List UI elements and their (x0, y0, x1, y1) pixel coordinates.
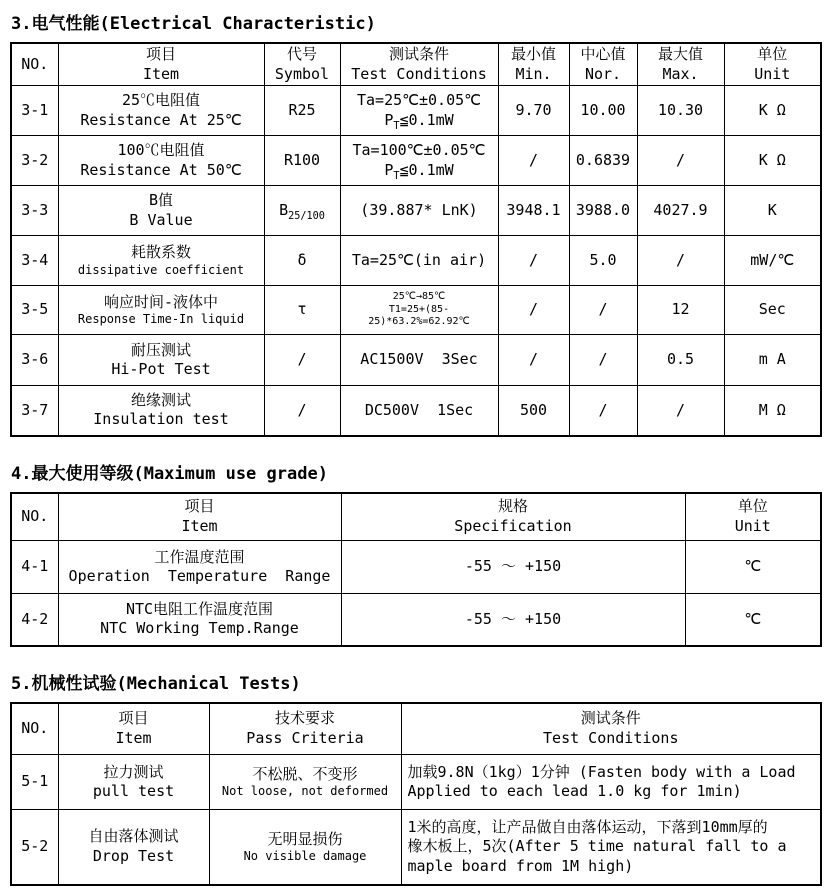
section-title-mechanical-tests: 5.机械性试验(Mechanical Tests) (11, 673, 301, 694)
header-cell (401, 703, 821, 755)
table-cell (569, 286, 637, 335)
cell-text-line: (39.887* LnK) (360, 200, 478, 219)
cell-text-line: / (598, 300, 608, 319)
cell-text-line: $P_T≦0.1mW$ (384, 160, 454, 182)
cell-text-line: Drop Test (92, 846, 175, 865)
table-cell (498, 236, 569, 286)
cell-text-line: 3-2 (21, 150, 49, 169)
cell-text-line: 3988.0 (575, 200, 631, 219)
cell-text-line: 项目 (118, 709, 149, 728)
cell-text-line: AC1500V 3Sec (360, 350, 478, 369)
header-cell (11, 703, 58, 755)
cell-text-line: 耗散系数 (130, 243, 191, 262)
cell-text-line: Pass Criteria (246, 728, 364, 747)
table-cell (11, 236, 58, 286)
cell-text-line: ℃ (744, 609, 762, 628)
table-cell (11, 286, 58, 335)
table-row (11, 810, 821, 885)
cell-text-line: Not loose, not deformed (221, 784, 389, 799)
table-cell (264, 236, 340, 286)
cell-text-line: 技术要求 (274, 709, 335, 728)
header-cell (724, 43, 821, 86)
spec-table (10, 702, 822, 886)
header-cell (11, 43, 58, 86)
table-cell (11, 386, 58, 436)
header-cell (264, 43, 340, 86)
table-cell (724, 86, 821, 136)
cell-text-line: T1=25+(85- (388, 303, 450, 315)
table-cell (58, 755, 209, 810)
cell-text-line: B Value (129, 210, 193, 229)
cell-text-line: 拉力测试 (103, 762, 164, 781)
header-cell (58, 493, 341, 541)
cell-text-line: 5-1 (21, 772, 49, 791)
table-row (11, 755, 821, 810)
cell-text-line: 最小值 (510, 45, 556, 63)
cell-text-line: $P_T≦0.1mW$ (384, 110, 454, 132)
cell-text-line: 工作温度范围 (154, 547, 245, 566)
table-cell (341, 541, 685, 594)
header-cell (341, 493, 685, 541)
cell-text-line: 3-7 (21, 400, 49, 419)
table-cell (569, 335, 637, 386)
table-row (11, 594, 821, 646)
cell-text-line: Item (115, 728, 152, 747)
cell-text-line: / (297, 350, 307, 369)
table-cell (340, 136, 498, 186)
table-cell (58, 86, 264, 136)
mechanical-tests-table-holder (10, 702, 820, 886)
cell-text-line: R100 (283, 150, 321, 169)
cell-text-line: / (675, 250, 686, 269)
cell-text-line: 25℃电阻值 (121, 91, 201, 109)
cell-text-line: 自由落体测试 (88, 827, 179, 846)
cell-text-line: 响应时间-液体中 (103, 292, 219, 311)
table-cell (11, 86, 58, 136)
cell-text-line: maple board from 1M high) (407, 856, 634, 875)
cell-text-line: 测试条件 (580, 709, 641, 728)
cell-text-line: 9.70 (515, 100, 552, 119)
table-cell (11, 755, 58, 810)
table-cell (498, 136, 569, 186)
table-row (11, 286, 821, 335)
table-row (11, 136, 821, 186)
table-cell (11, 541, 58, 594)
table-cell (569, 86, 637, 136)
cell-text-line: -55 ～ +150 (464, 609, 562, 628)
cell-text-line: Specification (454, 516, 572, 535)
table-cell (498, 186, 569, 236)
cell-text-line: $B_{25/100}$ (279, 200, 325, 222)
cell-text-line: 3-3 (21, 200, 49, 219)
cell-text-line: 绝缘测试 (130, 390, 191, 409)
cell-text-line: 项目 (184, 497, 215, 516)
table-row (11, 236, 821, 286)
cell-text-line: 不松脱、不变形 (252, 764, 358, 783)
cell-text-line: Resistance At 25℃ (80, 110, 242, 129)
spec-table (10, 42, 822, 437)
table-cell (498, 286, 569, 335)
table-cell (569, 186, 637, 236)
cell-text-line: 单位 (737, 497, 768, 516)
cell-text-line: R25 (288, 100, 316, 119)
table-row (11, 186, 821, 236)
table-cell (724, 236, 821, 286)
cell-text-line: Operation Temperature Range (68, 567, 331, 585)
maximum-use-grade-table-holder (10, 492, 820, 647)
table-cell (58, 810, 209, 885)
cell-text-line: NO. (21, 507, 49, 525)
cell-text-line: Hi-Pot Test (111, 360, 211, 378)
cell-text-line: 橡木板上，5次(After 5 time natural fall to a (407, 837, 787, 855)
cell-text-line: NTC Working Temp.Range (100, 619, 299, 638)
cell-text-line: 0.6839 (575, 150, 631, 169)
cell-text-line: Ta=100℃±0.05℃ (352, 141, 486, 159)
table-cell (724, 335, 821, 386)
cell-text-line: M Ω (758, 400, 786, 419)
cell-text-line: Applied to each lead 1.0 kg for 1min) (407, 782, 742, 800)
header-cell (569, 43, 637, 86)
cell-text-line: m A (758, 350, 786, 369)
cell-text-line: 无明显损伤 (267, 829, 343, 848)
cell-text-line: B值 (148, 191, 174, 209)
electrical-characteristics-table-holder (10, 42, 820, 437)
table-cell (637, 236, 724, 286)
header-cell (58, 703, 209, 755)
section-maximum-use-grade (10, 459, 820, 647)
cell-text-line: / (528, 350, 539, 369)
cell-text-line: NO. (21, 719, 49, 737)
header-cell (58, 43, 264, 86)
table-cell (724, 386, 821, 436)
cell-text-line: / (528, 300, 539, 319)
cell-text-line: / (528, 250, 539, 269)
table-cell (569, 386, 637, 436)
cell-text-line: K Ω (758, 150, 786, 169)
cell-text-line: pull test (92, 782, 175, 800)
cell-text-line: K Ω (758, 100, 786, 119)
table-cell (340, 186, 498, 236)
cell-text-line: Unit (734, 516, 771, 535)
section-mechanical-tests (10, 669, 820, 886)
table-cell (637, 335, 724, 386)
header-row (11, 43, 821, 86)
table-cell (569, 136, 637, 186)
cell-text-line: Max. (662, 64, 699, 83)
cell-text-line: 10.00 (580, 100, 626, 119)
cell-text-line: Response Time-In liquid (77, 312, 245, 327)
table-cell (724, 186, 821, 236)
cell-text-line: Symbol (274, 64, 330, 83)
cell-text-line: 规格 (497, 497, 528, 516)
cell-text-line: -55 ～ +150 (464, 557, 562, 576)
cell-text-line: Insulation test (93, 410, 229, 429)
table-cell (401, 810, 821, 885)
table-cell (340, 236, 498, 286)
table-cell (264, 386, 340, 436)
table-cell (58, 594, 341, 646)
header-row (11, 493, 821, 541)
table-cell (264, 286, 340, 335)
cell-text-line: 3948.1 (506, 200, 561, 219)
cell-text-line: / (528, 150, 539, 169)
cell-text-line: K (767, 200, 777, 219)
table-cell (724, 286, 821, 335)
cell-text-line: 4027.9 (653, 200, 708, 219)
spec-table (10, 492, 822, 647)
table-row (11, 386, 821, 436)
table-cell (11, 594, 58, 646)
cell-text-line: 500 (519, 400, 548, 419)
table-cell (498, 386, 569, 436)
table-cell (498, 335, 569, 386)
cell-text-line: 3-6 (21, 350, 49, 369)
table-cell (58, 236, 264, 286)
table-cell (685, 594, 821, 646)
cell-text-line: No visible damage (243, 849, 367, 863)
table-cell (340, 86, 498, 136)
cell-text-line: / (598, 400, 608, 419)
cell-text-line: / (297, 400, 307, 419)
table-cell (209, 755, 401, 810)
header-cell (498, 43, 569, 86)
table-cell (264, 136, 340, 186)
cell-text-line: 10.30 (657, 100, 704, 119)
table-cell (209, 810, 401, 885)
table-cell (637, 136, 724, 186)
table-cell (637, 386, 724, 436)
cell-text-line: Unit (754, 64, 791, 83)
section-electrical-characteristics (10, 9, 820, 437)
table-cell (340, 335, 498, 386)
cell-text-line: Nor. (584, 64, 622, 83)
cell-text-line: 100℃电阻值 (117, 141, 205, 159)
header-cell (685, 493, 821, 541)
cell-text-line: DC500V 1Sec (364, 400, 474, 419)
header-cell (340, 43, 498, 86)
table-cell (341, 594, 685, 646)
cell-text-line: Item (181, 516, 218, 535)
cell-text-line: Item (142, 64, 180, 83)
table-cell (401, 755, 821, 810)
cell-text-line: 25)*63.2%=62.92℃ (368, 316, 470, 328)
header-cell (11, 493, 58, 541)
cell-text-line: mW/℃ (750, 250, 795, 269)
cell-text-line: 5-2 (21, 837, 49, 855)
cell-text-line: 项目 (145, 45, 176, 63)
table-cell (264, 335, 340, 386)
header-cell (637, 43, 724, 86)
cell-text-line: ℃ (744, 557, 762, 576)
section-title-maximum-use-grade: 4.最大使用等级(Maximum use grade) (11, 463, 328, 484)
table-cell (11, 335, 58, 386)
cell-text-line: 3-4 (21, 250, 49, 269)
cell-text-line: 1米的高度，让产品做自由落体运动，下落到10mm厚的 (407, 817, 768, 836)
table-row (11, 541, 821, 594)
cell-text-line: 4-2 (21, 609, 49, 628)
cell-text-line: 加载9.8N（1kg）1分钟 (Fasten body with a Load (407, 762, 796, 781)
cell-text-line: NO. (21, 54, 49, 73)
cell-text-line: 测试条件 (388, 45, 449, 63)
cell-text-line: 0.5 (666, 350, 695, 369)
cell-text-line: 单位 (757, 45, 788, 63)
cell-text-line: 5.0 (589, 250, 617, 269)
table-cell (340, 286, 498, 335)
cell-text-line: 25℃→85℃ (392, 291, 446, 303)
cell-text-line: δ (297, 250, 307, 269)
cell-text-line: 中心值 (580, 45, 626, 63)
cell-text-line: 12 (671, 300, 690, 319)
table-cell (58, 386, 264, 436)
table-cell (58, 335, 264, 386)
table-cell (11, 810, 58, 885)
cell-text-line: 最大值 (657, 45, 703, 63)
table-row (11, 335, 821, 386)
table-cell (637, 86, 724, 136)
table-cell (637, 186, 724, 236)
cell-text-line: Resistance At 50℃ (80, 160, 242, 179)
cell-text-line: Test Conditions (351, 64, 487, 83)
table-cell (724, 136, 821, 186)
cell-text-line: / (598, 350, 608, 369)
cell-text-line: 代号 (286, 45, 317, 63)
table-row (11, 86, 821, 136)
table-cell (11, 136, 58, 186)
cell-text-line: Ta=25℃(in air) (351, 250, 487, 269)
cell-text-line: τ (297, 300, 307, 319)
cell-text-line: / (675, 400, 686, 419)
table-cell (58, 541, 341, 594)
cell-text-line: 3-1 (21, 100, 49, 119)
section-title-electrical: 3.电气性能(Electrical Characteristic) (11, 14, 376, 34)
table-cell (569, 236, 637, 286)
cell-text-line: NTC电阻工作温度范围 (125, 599, 274, 618)
cell-text-line: Min. (515, 64, 552, 83)
table-cell (58, 136, 264, 186)
table-cell (340, 386, 498, 436)
cell-text-line: Test Conditions (543, 728, 679, 747)
cell-text-line: Ta=25℃±0.05℃ (357, 91, 481, 109)
table-cell (637, 286, 724, 335)
table-cell (685, 541, 821, 594)
cell-text-line: 耐压测试 (130, 340, 191, 359)
cell-text-line: Sec (758, 300, 786, 319)
table-cell (58, 186, 264, 236)
table-cell (498, 86, 569, 136)
table-cell (58, 286, 264, 335)
cell-text-line: 3-5 (21, 300, 49, 319)
table-cell (264, 186, 340, 236)
header-cell (209, 703, 401, 755)
cell-text-line: 4-1 (21, 557, 49, 576)
cell-text-line: / (675, 150, 686, 169)
cell-text-line: dissipative coefficient (77, 262, 245, 277)
header-row (11, 703, 821, 755)
table-cell (11, 186, 58, 236)
table-cell (264, 86, 340, 136)
